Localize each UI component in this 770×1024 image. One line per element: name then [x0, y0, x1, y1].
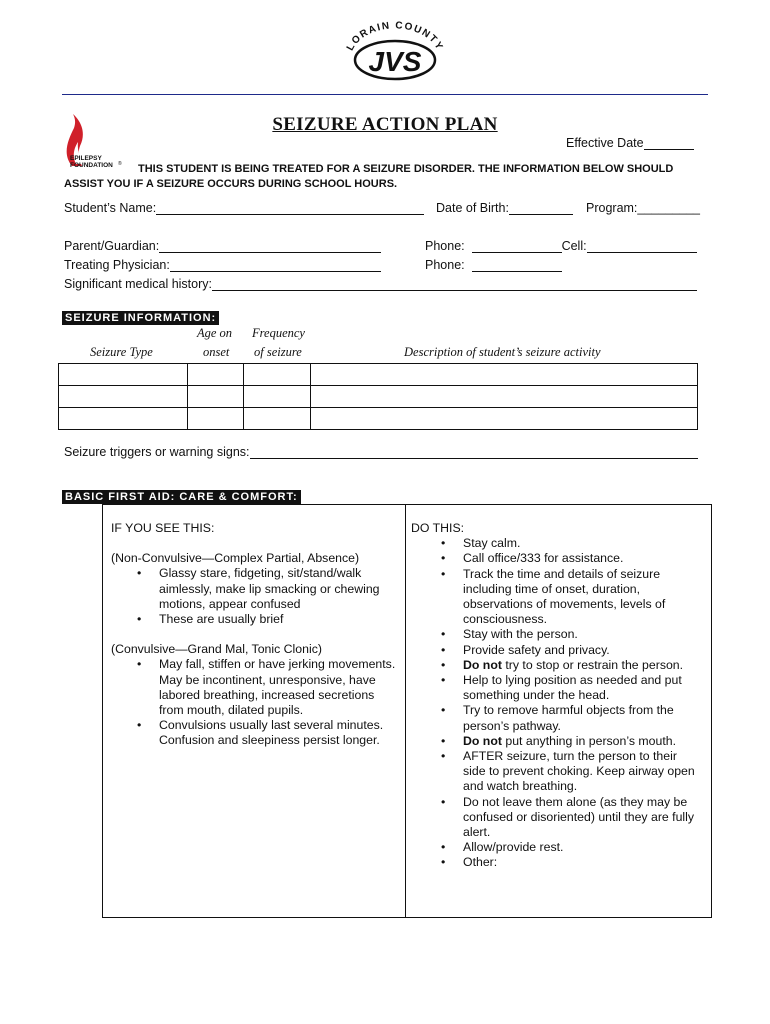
bullet-icon: • — [137, 657, 142, 672]
list-item — [411, 643, 701, 658]
program-row — [586, 201, 700, 215]
phone-label: Phone: — [425, 239, 465, 253]
first-aid-heading-text: BASIC FIRST AID: CARE & COMFORT: — [62, 490, 301, 504]
student-name-field[interactable] — [156, 202, 424, 215]
list-item-text: Help to lying position as needed and put something under the head. — [463, 673, 682, 703]
table-row — [59, 408, 698, 430]
program-field[interactable]: _________ — [637, 201, 700, 215]
do-this-list — [411, 536, 701, 870]
seizure-info-heading-text: SEIZURE INFORMATION: — [62, 311, 219, 325]
bullet-icon: • — [441, 855, 446, 870]
first-aid-box — [102, 504, 712, 918]
list-item-text: These are usually brief — [159, 612, 284, 627]
if-you-see-title: IF YOU SEE THIS: — [111, 521, 215, 535]
guardian-field[interactable] — [159, 240, 381, 253]
list-item-text: Try to remove harmful objects from the person’s pathway. — [463, 703, 674, 733]
list-item-text: put anything in person’s mouth. — [501, 733, 677, 748]
physician-label: Treating Physician: — [64, 258, 170, 272]
cell-seizure-type[interactable] — [59, 364, 188, 386]
epilepsy-logo-line1: EPILEPSY — [70, 155, 102, 162]
nonconvulsive-title: (Non-Convulsive—Complex Partial, Absence) — [111, 551, 360, 566]
list-item-text: Provide safety and privacy. — [463, 642, 610, 657]
cell-frequency[interactable] — [244, 408, 311, 430]
guardian-row — [64, 239, 381, 253]
bullet-icon: • — [137, 718, 142, 733]
list-item-text: Do not leave them alone (as they may be confused or disoriented) until they are fully alert. — [463, 794, 695, 840]
list-item — [411, 627, 701, 642]
history-field[interactable] — [212, 278, 697, 291]
list-item-text: try to stop or restrain the person. — [501, 657, 684, 672]
bullet-icon: • — [137, 566, 142, 581]
cell-seizure-type[interactable] — [59, 408, 188, 430]
list-item — [411, 536, 701, 551]
cell-age-onset[interactable] — [188, 386, 244, 408]
dob-label: Date of Birth: — [436, 201, 509, 215]
dob-row — [436, 201, 573, 215]
col-freq-2: of seizure — [254, 345, 302, 359]
effective-date-field[interactable] — [644, 137, 694, 150]
guardian-label: Parent/Guardian: — [64, 239, 160, 253]
effective-date-label: Effective Date — [566, 136, 644, 150]
list-item-text: May fall, stiffen or have jerking movements. May be incontinent, unresponsive, have labored breathing, increased secretions from mouth, dilated pupils. — [159, 657, 396, 718]
effective-date — [566, 136, 694, 150]
nonconvulsive-list — [111, 566, 396, 627]
bullet-icon: • — [441, 642, 446, 657]
list-item-text: Stay with the person. — [463, 627, 578, 642]
phone-row — [425, 239, 697, 253]
list-item — [411, 673, 701, 703]
phone2-row — [425, 258, 562, 272]
program-label: Program: — [586, 201, 638, 215]
lorain-county-jvs-logo — [340, 18, 450, 82]
bullet-icon: • — [441, 566, 446, 581]
if-you-see-column — [111, 521, 396, 749]
list-item-emphasis: Do not — [463, 733, 502, 748]
list-item — [411, 840, 701, 855]
cell-age-onset[interactable] — [188, 408, 244, 430]
list-item-text: Glassy stare, fidgeting, sit/stand/walk aimlessly, make lip smacking or chewing motions, appear confused — [159, 566, 380, 611]
history-label: Significant medical history: — [64, 277, 212, 291]
col-description: Description of student’s seizure activity — [404, 345, 601, 359]
list-item — [411, 734, 701, 749]
triggers-row — [64, 445, 698, 459]
notice-text — [64, 162, 704, 192]
triggers-field[interactable] — [250, 446, 698, 459]
col-freq-1: Frequency — [252, 326, 305, 340]
col-age-1: Age on — [197, 326, 233, 340]
list-item — [411, 567, 701, 628]
cell-description[interactable] — [311, 408, 698, 430]
bullet-icon: • — [441, 551, 446, 566]
bullet-icon: • — [441, 749, 446, 764]
list-item-text: Stay calm. — [463, 536, 521, 551]
page-title: SEIZURE ACTION PLAN — [272, 114, 498, 135]
col-age-2: onset — [203, 345, 230, 359]
header-rule — [62, 94, 708, 95]
list-item-emphasis: Do not — [463, 657, 502, 672]
bullet-icon: • — [137, 612, 142, 627]
cell-seizure-type[interactable] — [59, 386, 188, 408]
bullet-icon: • — [441, 536, 446, 551]
logo-arc-text: LORAIN COUNTY — [344, 20, 446, 53]
student-name-row — [64, 201, 424, 215]
seizure-table — [58, 363, 698, 430]
list-item-text: Convulsions usually last several minutes. Confusion and sleepiness persist longer. — [159, 718, 384, 748]
seizure-info-heading — [62, 310, 219, 324]
column-divider — [405, 505, 406, 917]
list-item — [411, 749, 701, 795]
list-item — [411, 551, 701, 566]
do-this-title: DO THIS: — [411, 521, 465, 535]
list-item — [411, 795, 701, 841]
do-this-column — [411, 521, 701, 871]
phone2-label: Phone: — [425, 258, 465, 272]
triggers-label: Seizure triggers or warning signs: — [64, 445, 250, 459]
history-row — [64, 277, 697, 291]
dob-field[interactable] — [509, 202, 573, 215]
phone-field[interactable] — [472, 240, 562, 253]
physician-field[interactable] — [170, 259, 381, 272]
epilepsy-logo-mark: ® — [118, 161, 122, 167]
first-aid-heading — [62, 489, 301, 503]
bullet-icon: • — [441, 657, 446, 672]
phone2-field[interactable] — [472, 259, 562, 272]
bullet-icon: • — [441, 627, 446, 642]
list-item-text: Other: — [463, 855, 498, 870]
list-item — [111, 612, 396, 627]
cell-frequency[interactable] — [244, 364, 311, 386]
list-item-text: Allow/provide rest. — [463, 840, 564, 855]
cell-description[interactable] — [311, 364, 698, 386]
list-item — [111, 566, 396, 612]
convulsive-title: (Convulsive—Grand Mal, Tonic Clonic) — [111, 642, 322, 657]
convulsive-list — [111, 657, 396, 748]
cell-description[interactable] — [311, 386, 698, 408]
bullet-icon: • — [441, 840, 446, 855]
table-row — [59, 364, 698, 386]
list-item — [411, 658, 701, 673]
list-item — [111, 657, 396, 718]
epilepsy-logo-line2: FOUNDATION — [70, 162, 113, 169]
list-item — [411, 703, 701, 733]
physician-row — [64, 258, 381, 272]
bullet-icon: • — [441, 673, 446, 688]
table-row — [59, 386, 698, 408]
bullet-icon: • — [441, 703, 446, 718]
cell-age-onset[interactable] — [188, 364, 244, 386]
list-item — [411, 855, 701, 870]
list-item-text: AFTER seizure, turn the person to their side to prevent choking. Keep airway open and watch breathing. — [463, 749, 695, 794]
cell-field[interactable] — [587, 240, 697, 253]
col-seizure-type: Seizure Type — [90, 345, 153, 359]
bullet-icon: • — [441, 733, 446, 748]
logo-main-text: JVS — [368, 46, 422, 77]
list-item-text: Track the time and details of seizure including time of onset, duration, observations of movements, levels of consciousness. — [463, 566, 666, 627]
list-item-text: Call office/333 for assistance. — [463, 551, 624, 566]
list-item — [111, 718, 396, 748]
notice-body: THIS STUDENT IS BEING TREATED FOR A SEIZURE DISORDER. THE INFORMATION BELOW SHOULD ASSIST YOU IF A SEIZURE OCCURS DURING SCHOOL HOURS. — [64, 163, 674, 190]
cell-frequency[interactable] — [244, 386, 311, 408]
bullet-icon: • — [441, 794, 446, 809]
cell-label: Cell: — [561, 239, 587, 253]
student-name-label: Student’s Name: — [64, 201, 157, 215]
